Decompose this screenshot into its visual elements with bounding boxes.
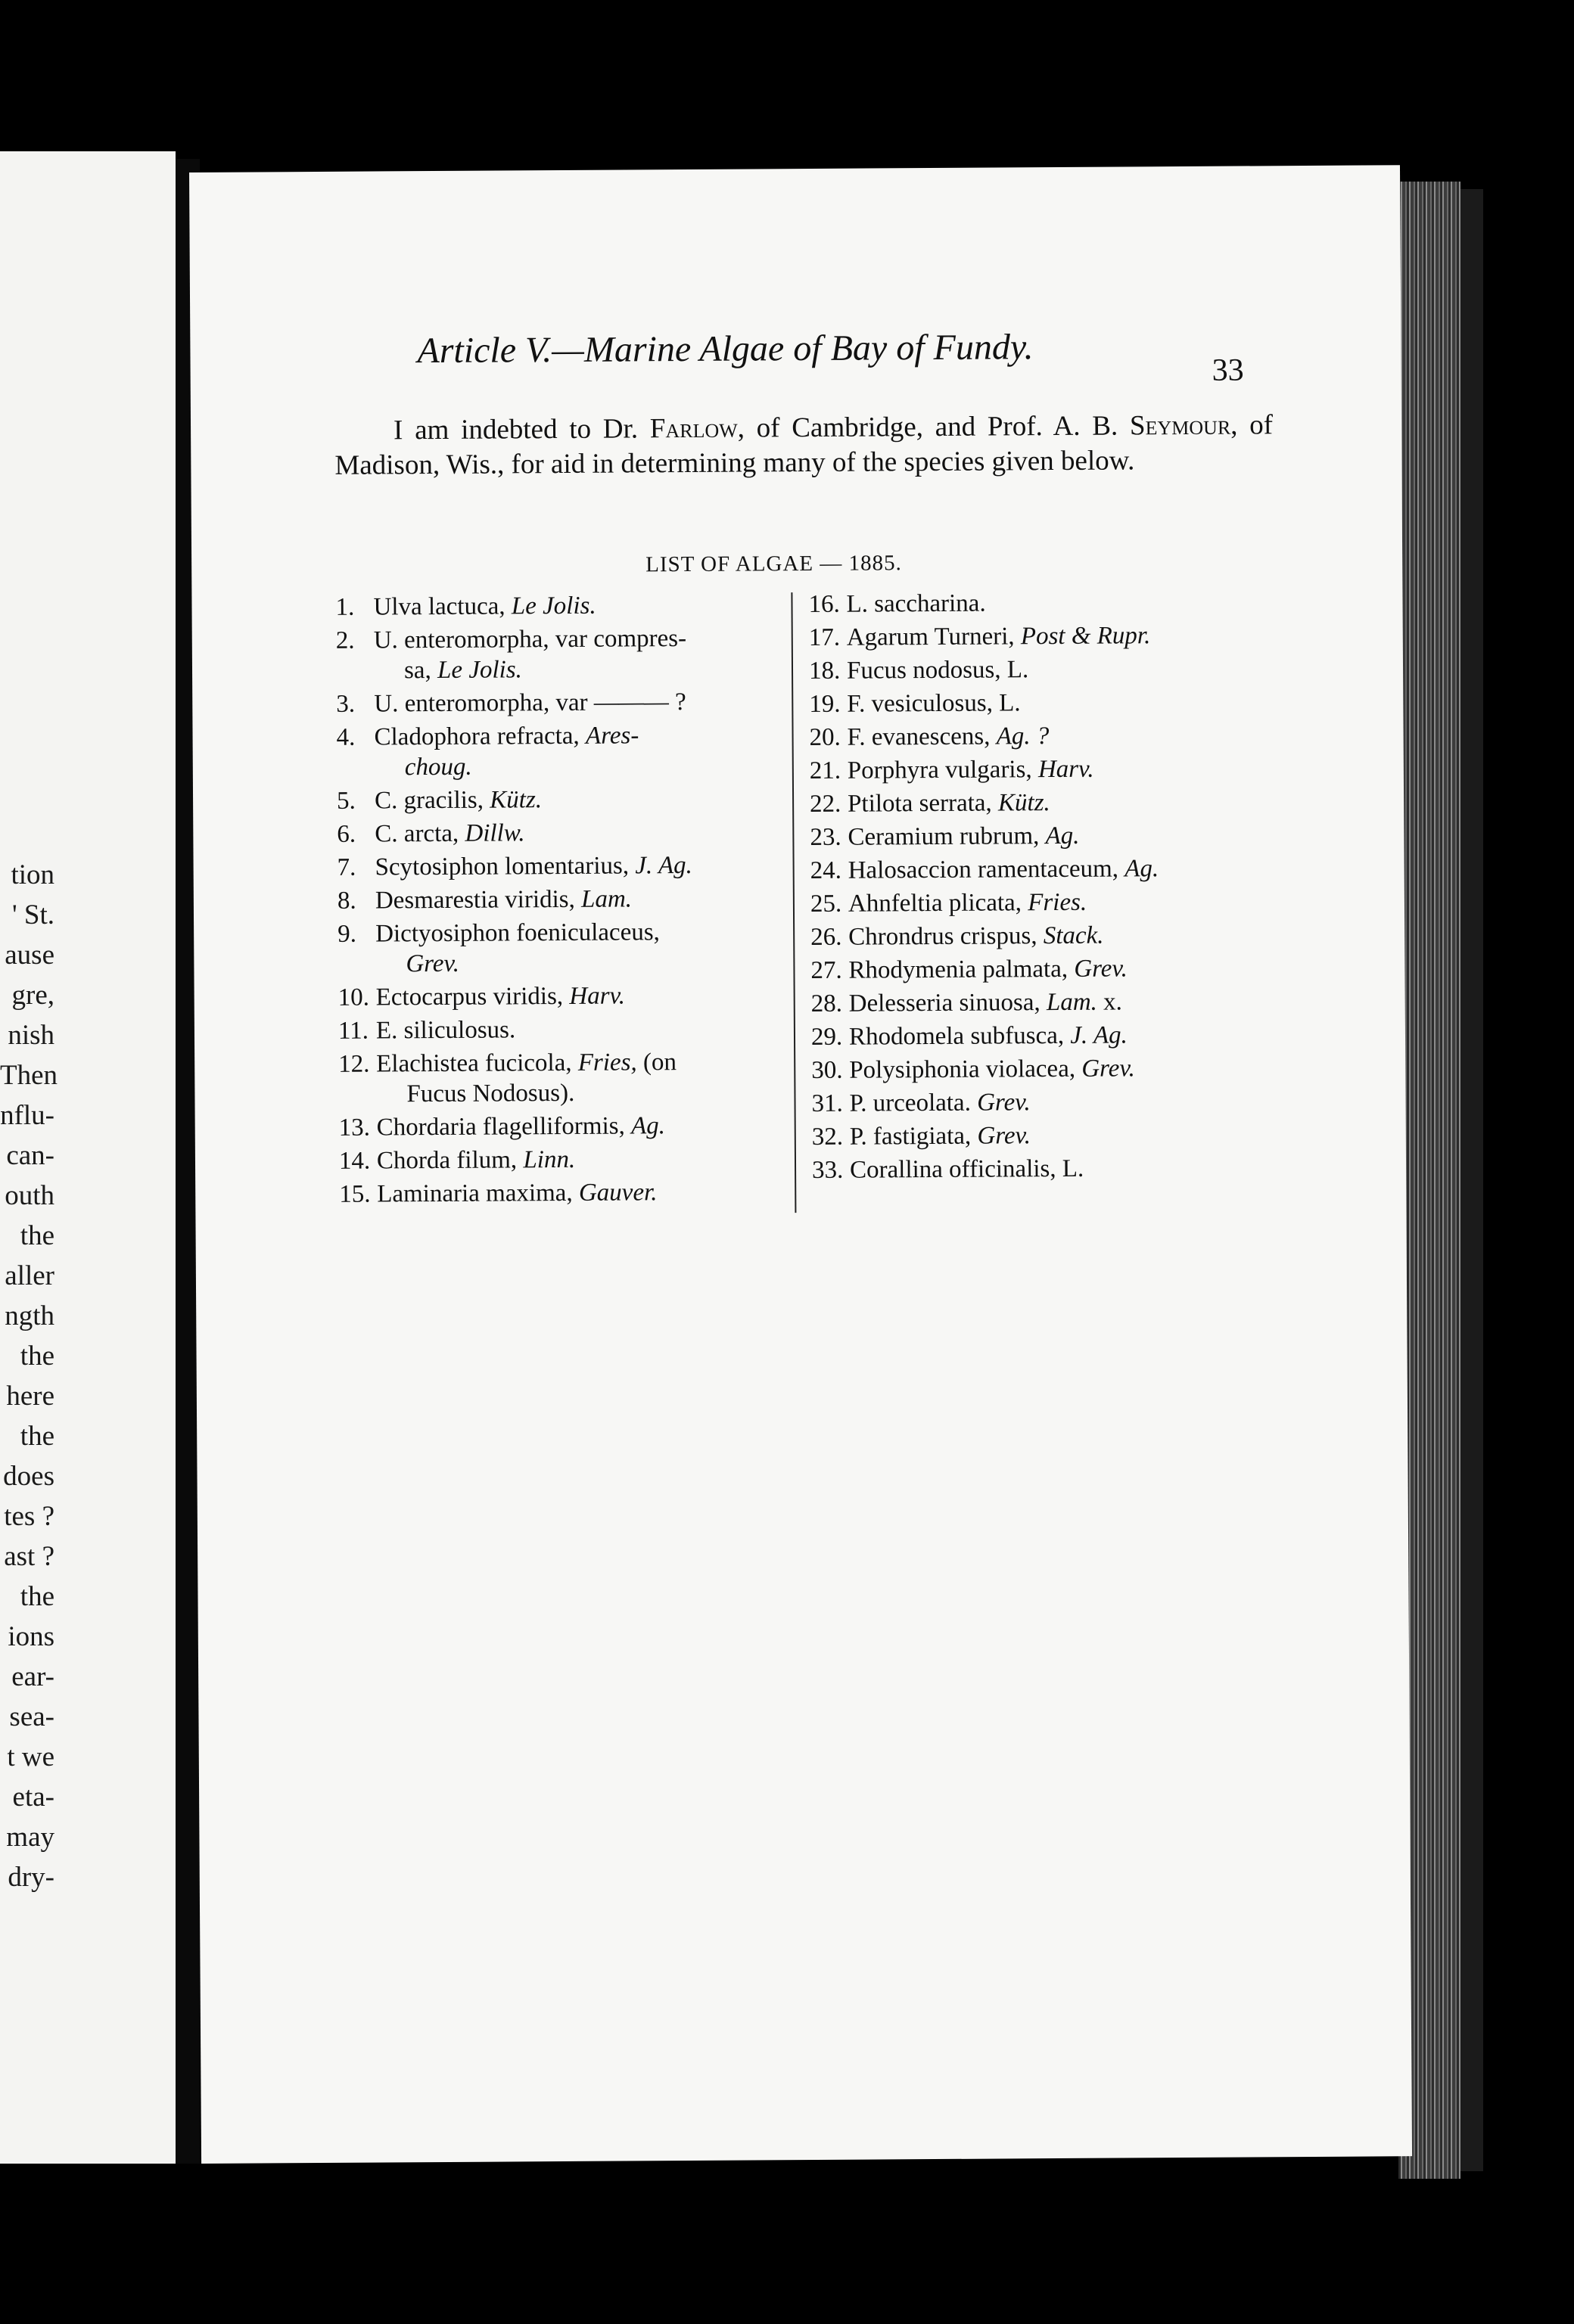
- item-text: [849, 1019, 1280, 1052]
- species-authority: Ares-: [585, 722, 639, 750]
- item-number: 29.: [810, 1023, 843, 1051]
- species-authority: Ag.: [1045, 822, 1080, 850]
- item-text: [375, 916, 776, 979]
- list-item: [337, 783, 776, 816]
- species-authority: Gauver.: [578, 1179, 658, 1207]
- left-page-fragment: may: [6, 1822, 54, 1853]
- author-name-farlow: Farlow: [649, 412, 738, 445]
- species-authority: Linn.: [523, 1145, 576, 1174]
- list-item: [810, 952, 1280, 986]
- species-authority: Ag.: [1125, 855, 1159, 883]
- continuation-authority: Grev.: [406, 949, 460, 978]
- species-authority: J. Ag.: [635, 851, 692, 880]
- list-item: [811, 1086, 1280, 1119]
- species-name: Ahnfeltia plicata,: [848, 889, 1028, 918]
- species-authority: Grev.: [977, 1122, 1031, 1150]
- item-text: [847, 653, 1278, 685]
- species-authority: J. Ag.: [1070, 1021, 1128, 1049]
- list-item: [339, 1176, 778, 1210]
- species-name: C. arcta,: [375, 819, 465, 848]
- species-name: Corallina officinalis, L.: [849, 1154, 1084, 1184]
- item-number: 10.: [338, 983, 370, 1011]
- item-text: [848, 919, 1280, 952]
- list-item: [809, 686, 1278, 719]
- item-text: [848, 853, 1280, 885]
- item-text: [848, 819, 1279, 852]
- species-name: Porphyra vulgaris,: [847, 756, 1038, 785]
- list-item: [336, 719, 775, 783]
- item-number: 8.: [337, 887, 356, 915]
- list-item: [809, 620, 1278, 653]
- item-number: 31.: [811, 1089, 843, 1117]
- item-number: 14.: [338, 1147, 371, 1175]
- item-continuation: [374, 653, 775, 685]
- page-number: 33: [1212, 353, 1244, 388]
- species-name: Chorda filum,: [376, 1146, 524, 1175]
- item-number: 9.: [338, 920, 357, 948]
- species-authority: Kütz.: [997, 789, 1050, 817]
- intro-paragraph: I am indebted to Dr. Farlow, of Cambridge, and Prof. A. B. Seymour, of Madison, Wis., for aid in determining many of the species given below.: [334, 409, 1274, 481]
- item-number: 19.: [809, 690, 841, 719]
- item-number: 32.: [811, 1123, 844, 1151]
- species-name: Laminaria maxima,: [377, 1179, 580, 1208]
- item-number: 21.: [809, 757, 841, 785]
- item-tail: (on: [636, 1049, 677, 1077]
- right-page: [189, 165, 1412, 2164]
- left-page-fragment: here: [6, 1381, 54, 1412]
- species-authority: Post & Rupr.: [1020, 622, 1151, 651]
- running-head: Article V.—Marine Algae of Bay of Fundy.: [417, 327, 1034, 371]
- item-text: [849, 986, 1280, 1018]
- list-item: [812, 1119, 1281, 1152]
- item-continuation: [375, 946, 776, 979]
- item-text: [373, 589, 774, 622]
- species-name: C. gracilis,: [374, 786, 490, 815]
- left-page-fragment: ngth: [5, 1300, 54, 1331]
- item-text: [377, 1176, 778, 1209]
- species-name: Rhodomela subfusca,: [848, 1021, 1071, 1051]
- species-name: Halosaccion ramentaceum,: [848, 855, 1125, 884]
- item-text: [848, 753, 1279, 785]
- species-name: E. siliculosus.: [375, 1016, 516, 1045]
- species-name: Polysiphonia violacea,: [849, 1055, 1082, 1084]
- species-name: Ulva lactuca,: [373, 592, 512, 621]
- item-number: 33.: [811, 1156, 844, 1184]
- list-item: [809, 653, 1278, 686]
- list-item: [811, 986, 1280, 1019]
- species-authority: Le Jolis.: [511, 592, 596, 620]
- item-number: 5.: [336, 787, 356, 815]
- species-name: Delesseria sinuosa,: [848, 989, 1047, 1018]
- item-text: [375, 850, 776, 882]
- item-text: [375, 883, 776, 915]
- left-page-fragment: aller: [5, 1260, 54, 1291]
- item-continuation: [376, 1077, 777, 1109]
- species-authority: Lam.: [580, 885, 633, 913]
- species-authority: Grev.: [1074, 955, 1128, 983]
- species-name: Scytosiphon lomentarius,: [375, 852, 636, 881]
- species-name: Desmarestia viridis,: [375, 885, 582, 915]
- item-number: 4.: [336, 723, 356, 751]
- species-name: Rhodymenia palmata,: [848, 955, 1075, 984]
- list-item: [810, 853, 1280, 886]
- item-number: 30.: [811, 1056, 843, 1084]
- item-text: [374, 623, 775, 685]
- left-page-fragment: ast ?: [4, 1541, 54, 1572]
- species-authority: Stack.: [1043, 921, 1104, 950]
- left-page-fragment: tion: [11, 859, 54, 890]
- list-item: [338, 1013, 777, 1046]
- item-text: [376, 1013, 777, 1045]
- species-authority: Ag.: [630, 1112, 666, 1140]
- list-item: [808, 586, 1277, 620]
- list-item: [811, 1052, 1280, 1086]
- left-page-fragment: the: [20, 1581, 54, 1612]
- left-page-fragment: the: [20, 1220, 54, 1251]
- list-item: [339, 1110, 778, 1143]
- book-cover-edge: [1460, 189, 1483, 2171]
- item-number: 27.: [810, 956, 842, 985]
- left-page-fragment: can-: [6, 1140, 54, 1171]
- species-name: Dictyosiphon foeniculaceus,: [375, 918, 660, 948]
- left-page-fragment: the: [20, 1421, 54, 1452]
- item-number: 1.: [335, 593, 355, 621]
- item-number: 20.: [809, 723, 841, 752]
- species-authority: Lam.: [1046, 988, 1097, 1017]
- item-number: 3.: [336, 690, 356, 718]
- species-name: Agarum Turneri,: [846, 623, 1021, 651]
- species-name: Cladophora refracta,: [374, 722, 586, 751]
- species-name: Ceramium rubrum,: [848, 822, 1046, 851]
- left-page-fragment: outh: [5, 1180, 54, 1211]
- left-page-fragment: Then: [0, 1060, 58, 1091]
- list-item: [810, 786, 1279, 819]
- species-name: Chrondrus crispus,: [848, 922, 1044, 951]
- item-number: 18.: [808, 657, 841, 685]
- list-item: [339, 1143, 778, 1176]
- species-name: Ectocarpus viridis,: [375, 982, 570, 1011]
- species-authority: Ag. ?: [996, 722, 1050, 750]
- species-authority: Fries.: [1028, 888, 1087, 917]
- left-page-fragment: t we: [7, 1741, 54, 1773]
- left-page-fragment: ions: [8, 1621, 54, 1652]
- species-authority: Kütz.: [490, 786, 543, 814]
- left-page-fragment: does: [3, 1461, 54, 1492]
- species-name: P. urceolata.: [849, 1089, 978, 1117]
- item-number: 28.: [810, 990, 843, 1018]
- left-page-fragment: the: [20, 1341, 54, 1372]
- species-name: U. enteromorpha, var ——— ?: [374, 688, 686, 718]
- list-item: [811, 1019, 1280, 1052]
- item-tail: x.: [1097, 988, 1122, 1016]
- item-text: [375, 783, 776, 816]
- item-number: 25.: [810, 890, 842, 918]
- left-page-fragment: nish: [8, 1020, 54, 1051]
- item-text: [847, 686, 1278, 719]
- list-item: [336, 686, 775, 719]
- species-authority: Fries,: [577, 1049, 637, 1077]
- item-number: 6.: [337, 820, 356, 848]
- species-name: L. saccharina.: [846, 589, 986, 618]
- left-page-fragment: tes ?: [4, 1501, 54, 1532]
- item-text: [846, 586, 1277, 619]
- item-text: [847, 620, 1278, 652]
- species-name: P. fastigiata,: [849, 1122, 978, 1151]
- item-number: 17.: [808, 623, 841, 652]
- species-authority: Harv.: [569, 982, 626, 1010]
- item-text: [849, 1052, 1280, 1085]
- species-authority: Le Jolis.: [437, 656, 522, 685]
- item-number: 7.: [337, 853, 356, 881]
- item-text: [375, 816, 776, 849]
- item-text: [849, 1086, 1280, 1118]
- list-item: [338, 1046, 777, 1110]
- species-name: F. vesiculosus, L.: [847, 689, 1021, 718]
- item-text: [377, 1143, 778, 1176]
- item-number: 22.: [810, 790, 841, 819]
- species-name: Elachistea fucicola,: [376, 1049, 578, 1078]
- species-authority: Grev.: [977, 1089, 1031, 1117]
- item-text: [374, 719, 775, 782]
- list-item: [336, 623, 775, 686]
- item-number: 16.: [808, 590, 840, 619]
- item-continuation: [375, 750, 776, 782]
- list-item: [810, 886, 1280, 919]
- list-item: [810, 819, 1279, 853]
- item-text: [847, 719, 1278, 752]
- list-item: [809, 719, 1278, 753]
- list-item: [337, 850, 776, 883]
- species-name: Chordaria flagelliformis,: [376, 1112, 632, 1142]
- list-item: [810, 919, 1280, 952]
- list-item: [812, 1152, 1281, 1185]
- item-text: [377, 1110, 778, 1142]
- species-list-right: [808, 586, 1281, 1188]
- item-text: [850, 1119, 1281, 1151]
- item-number: 12.: [338, 1050, 370, 1078]
- list-item: [810, 753, 1279, 786]
- item-number: 13.: [338, 1114, 371, 1142]
- column-divider: [791, 592, 796, 1213]
- left-page-fragment: ' St.: [11, 899, 54, 931]
- left-page-fragment: eta-: [12, 1782, 54, 1813]
- left-page-fragment: sea-: [9, 1701, 54, 1732]
- item-number: 24.: [810, 856, 842, 885]
- item-number: 2.: [335, 626, 355, 654]
- item-text: [850, 1152, 1281, 1185]
- left-page-fragment: dry-: [8, 1862, 54, 1893]
- left-page-text-fragments: [0, 855, 58, 1897]
- species-list-left: [335, 589, 778, 1213]
- species-authority: Grev.: [1081, 1055, 1135, 1083]
- species-authority: Dillw.: [465, 819, 525, 847]
- item-text: [376, 1046, 777, 1109]
- item-text: [374, 686, 775, 719]
- author-name-seymour: Seymour: [1129, 409, 1231, 442]
- list-item: [338, 980, 777, 1013]
- continuation-text: sa,: [403, 657, 438, 685]
- list-item: [337, 816, 776, 850]
- species-name: U. enteromorpha, var compres-: [373, 624, 687, 654]
- species-name: F. evanescens,: [847, 722, 997, 751]
- species-authority: Harv.: [1037, 755, 1094, 784]
- list-item: [338, 883, 776, 916]
- item-text: [848, 886, 1280, 918]
- left-page-fragment: ear-: [11, 1661, 54, 1692]
- continuation-text: Fucus Nodosus).: [406, 1079, 575, 1108]
- item-text: [376, 980, 777, 1012]
- continuation-authority: choug.: [404, 753, 472, 781]
- left-page-fragment: ause: [5, 940, 54, 971]
- item-number: 11.: [338, 1017, 369, 1045]
- list-item: [335, 589, 774, 623]
- species-name: Ptilota serrata,: [848, 789, 999, 818]
- item-text: [848, 786, 1279, 819]
- item-number: 23.: [810, 823, 841, 852]
- left-page-fragment: nflu-: [0, 1100, 54, 1131]
- item-number: 15.: [339, 1180, 371, 1208]
- item-text: [848, 952, 1280, 985]
- list-item: [338, 916, 776, 980]
- list-title: LIST OF ALGAE — 1885.: [645, 551, 902, 577]
- left-page-fragment: gre,: [11, 980, 54, 1011]
- item-number: 26.: [810, 923, 842, 952]
- species-name: Fucus nodosus, L.: [846, 656, 1029, 685]
